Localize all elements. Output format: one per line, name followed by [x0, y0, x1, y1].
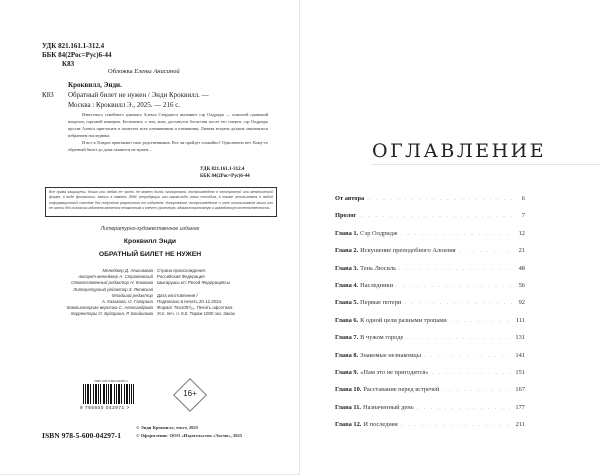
imprint-page — [0, 0, 299, 475]
dot-leader — [358, 214, 513, 219]
dot-leader — [401, 301, 513, 306]
staff-line: А. Казакова, О. Гагарина — [101, 299, 153, 305]
toc-entry-label: Глава 3. — [335, 264, 359, 272]
age-rating: 16+ — [183, 389, 197, 398]
dot-leader — [366, 197, 513, 202]
dot-leader — [429, 371, 513, 376]
toc-entry-title: В чужом городе — [360, 334, 404, 342]
bibliographic-record — [68, 91, 268, 110]
print-run: Усл. печ. л. 9,5. Тираж 1000 экз. Заказ — [157, 311, 235, 317]
dot-leader — [393, 284, 513, 289]
author-mark: К83 — [62, 60, 75, 68]
classification-codes-bottom — [200, 166, 250, 180]
annotation-paragraph-1: Известного семейного адвоката Алекса Стерджеса вызывает сэр Олдридж — пожилой одинокий владелец торговой империи. Беспокоясь о том, кому достанутся богатства после его смерти, сэр Олдридж просит Алекса пригласить в поместье всех племянников и племянниц. Личная встреча должна закончиться избранием наследника. — [68, 112, 268, 138]
staff-line: Менеджер Д. Анисимова — [102, 268, 153, 273]
copyright-text: © Энди Кроквилл, текст, 2025 — [136, 425, 199, 430]
bib-line-1: Обратный билет не нужен / Энди Кроквилл. — — [68, 91, 209, 99]
author-heading: Кроквилл, Энди. — [68, 81, 122, 89]
dot-leader — [403, 336, 513, 341]
bib-line-2: Москва : Кроквилл Э., 2025. — 216 с. — [68, 100, 181, 109]
toc-entry[interactable] — [335, 230, 525, 247]
toc-entry-page: 177 — [515, 403, 525, 411]
author-mark-side: К83 — [42, 91, 54, 99]
cover-credit-prefix: Обложка — [108, 68, 135, 75]
staff-line: Корректоры О. Бударина, Р. Бондинова — [70, 311, 153, 317]
dot-leader — [397, 232, 513, 237]
bbk-code-bottom: ББК 84(2Рос=Рус)6-44 — [200, 174, 250, 179]
toc-entry-title: «Нам это не пригодится» — [360, 368, 429, 376]
print-format: Формат 76x100¹/₁₆. Печать офсетная. — [157, 305, 234, 311]
toc-entry-page: 151 — [515, 368, 525, 376]
toc-entry-page: 12 — [518, 229, 525, 237]
signed-date: Подписано в печать 20.12.2024. — [157, 299, 223, 304]
isbn-number: ISBN 978-5-600-04297-1 — [42, 431, 122, 440]
toc-title-rule — [371, 164, 600, 165]
toc-entry-label: Глава 6. — [335, 316, 359, 324]
isbn-barcode — [80, 379, 142, 410]
toc-entry-label: Глава 5. — [335, 299, 359, 307]
toc-entry-title: Первые потери — [360, 299, 402, 307]
dot-leader — [456, 249, 513, 254]
toc-entry-page: 56 — [518, 281, 525, 289]
toc-entry-page: 131 — [515, 334, 525, 342]
dot-leader — [398, 423, 513, 428]
toc-entry-page: 111 — [515, 316, 525, 324]
toc-entry-label: Пролог — [335, 212, 357, 220]
toc-entry-title: И последняя — [363, 421, 398, 429]
toc-title: ОГЛАВЛЕНИЕ — [372, 140, 547, 162]
toc-entry-page: 7 — [521, 212, 525, 220]
author-name: Кроквилл Энди — [123, 238, 177, 245]
copyright-design: © Оформление. ООО «Издательство «Эксмо», 2025 — [136, 433, 243, 438]
toc-entry-label: Глава 12. — [335, 421, 362, 429]
toc-entry-title: К одной цели разными тропами — [360, 316, 447, 324]
book-annotation — [68, 111, 268, 153]
table-of-contents-page — [300, 0, 600, 475]
toc-entry-page: 6 — [521, 195, 525, 202]
staff-line: Ответственный редактор Н. Комкова — [71, 280, 153, 286]
toc-entry[interactable] — [335, 369, 525, 386]
cover-designer-name: Елены Анисиной — [134, 68, 180, 75]
toc-entry[interactable] — [335, 299, 525, 316]
cover-credit — [108, 68, 180, 75]
udk-code: УДК 821.161.1-312.4 — [42, 42, 105, 50]
toc-entry-page: 21 — [518, 247, 525, 255]
dot-leader — [421, 354, 513, 359]
classification-codes-top — [42, 42, 111, 69]
toc-entry[interactable] — [335, 282, 525, 299]
barcode-isbn-label: ISBN 978-5-600-04297-1 — [94, 379, 128, 383]
dot-leader — [447, 319, 513, 324]
toc-entry[interactable] — [335, 352, 525, 369]
toc-entry-title: Назначенный день — [363, 403, 414, 411]
country-value: Российская Федерация — [157, 274, 205, 280]
toc-entry-page: 167 — [515, 386, 525, 394]
toc-entry-page: 211 — [515, 421, 525, 429]
toc-entry-label: Глава 8. — [335, 351, 359, 359]
toc-entry-label: Глава 10. — [335, 386, 362, 394]
annotation-paragraph-2: И вот в Лондон приезжают пять родственников. Все ли пройдет спокойно? Однозначно нет. Кому-то обратный билет до дома окажется не нужен… — [68, 140, 268, 152]
book-title: ОБРАТНЫЙ БИЛЕТ НЕ НУЖЕН — [98, 251, 202, 258]
staff-line: Компьютерная верстка С. Александрова — [66, 305, 153, 311]
barcode-icon — [83, 384, 142, 404]
toc-entry-page: 141 — [515, 351, 525, 359]
toc-entry[interactable] — [335, 317, 525, 334]
toc-entry[interactable] — [335, 195, 525, 212]
toc-entry-page: 48 — [518, 264, 525, 272]
toc-entry[interactable] — [335, 404, 525, 421]
staff-line: Литературный редактор З. Яновская — [73, 286, 153, 292]
toc-list — [335, 195, 525, 438]
toc-entry-title: Знакомые незнакомцы — [360, 351, 421, 359]
toc-entry-label: Глава 11. — [335, 403, 362, 411]
toc-entry-title: Расставание перед встречей — [363, 386, 440, 394]
date-label: Дата изготовления / — [157, 292, 198, 298]
toc-entry[interactable] — [335, 265, 525, 282]
toc-entry-title: Наследники — [360, 281, 394, 289]
toc-entry[interactable] — [335, 212, 525, 229]
toc-entry-label: Глава 7. — [335, 334, 359, 342]
production-info — [157, 268, 292, 318]
rights-notice-box: Все права защищены. Книга или любая ее часть не может быть скопирована, воспроизведена в электронной или механической форме, в виде фотокопии, записи в память ЭВМ, репродукции или каким-либо иным способом, а также использована в любой информационной системе без получения разрешения от издателя. Копирование, воспроизведение и иное использование книги или ее части без согласия издателя является незаконным и влечет уголовную, административную и гражданскую ответственность. — [45, 187, 277, 217]
toc-entry-label: Глава 2. — [335, 247, 359, 255]
dot-leader — [396, 267, 513, 272]
toc-entry[interactable] — [335, 334, 525, 351]
toc-entry-label: Глава 4. — [335, 281, 359, 289]
genre-label: Литературно-художественное издание — [100, 226, 200, 232]
dot-leader — [439, 388, 513, 393]
udk-code-bottom: УДК 821.161.1-312.4 — [200, 167, 245, 172]
toc-entry-title: Искушение преподобного Алоизия — [360, 247, 456, 255]
toc-entry[interactable] — [335, 386, 525, 403]
toc-entry[interactable] — [335, 247, 525, 264]
toc-entry-label: Глава 9. — [335, 368, 359, 376]
toc-entry-title: Сэр Олдридж — [360, 229, 398, 237]
staff-credits — [30, 268, 153, 318]
country-kz: Шығарушы ел: Ресей Федерациясы — [157, 280, 230, 286]
barcode-digits: 9 785600 042971 > — [80, 405, 130, 410]
copyright-notice — [136, 424, 242, 440]
toc-entry[interactable] — [335, 421, 525, 438]
bbk-code: ББК 84(2Рос=Рус)6-44 — [42, 51, 112, 59]
toc-entry-page: 92 — [518, 299, 525, 307]
toc-entry-label: Глава 1. — [335, 229, 359, 237]
staff-line: Младший редактор — [111, 292, 153, 298]
toc-entry-title: Тень Люсиль — [360, 264, 397, 272]
toc-entry-label: От автора — [335, 195, 365, 202]
staff-line: Аккаунт-менеджер А. Строжевский — [78, 274, 153, 280]
country-label: Страна происхождения: — [157, 268, 207, 273]
dot-leader — [414, 406, 513, 411]
